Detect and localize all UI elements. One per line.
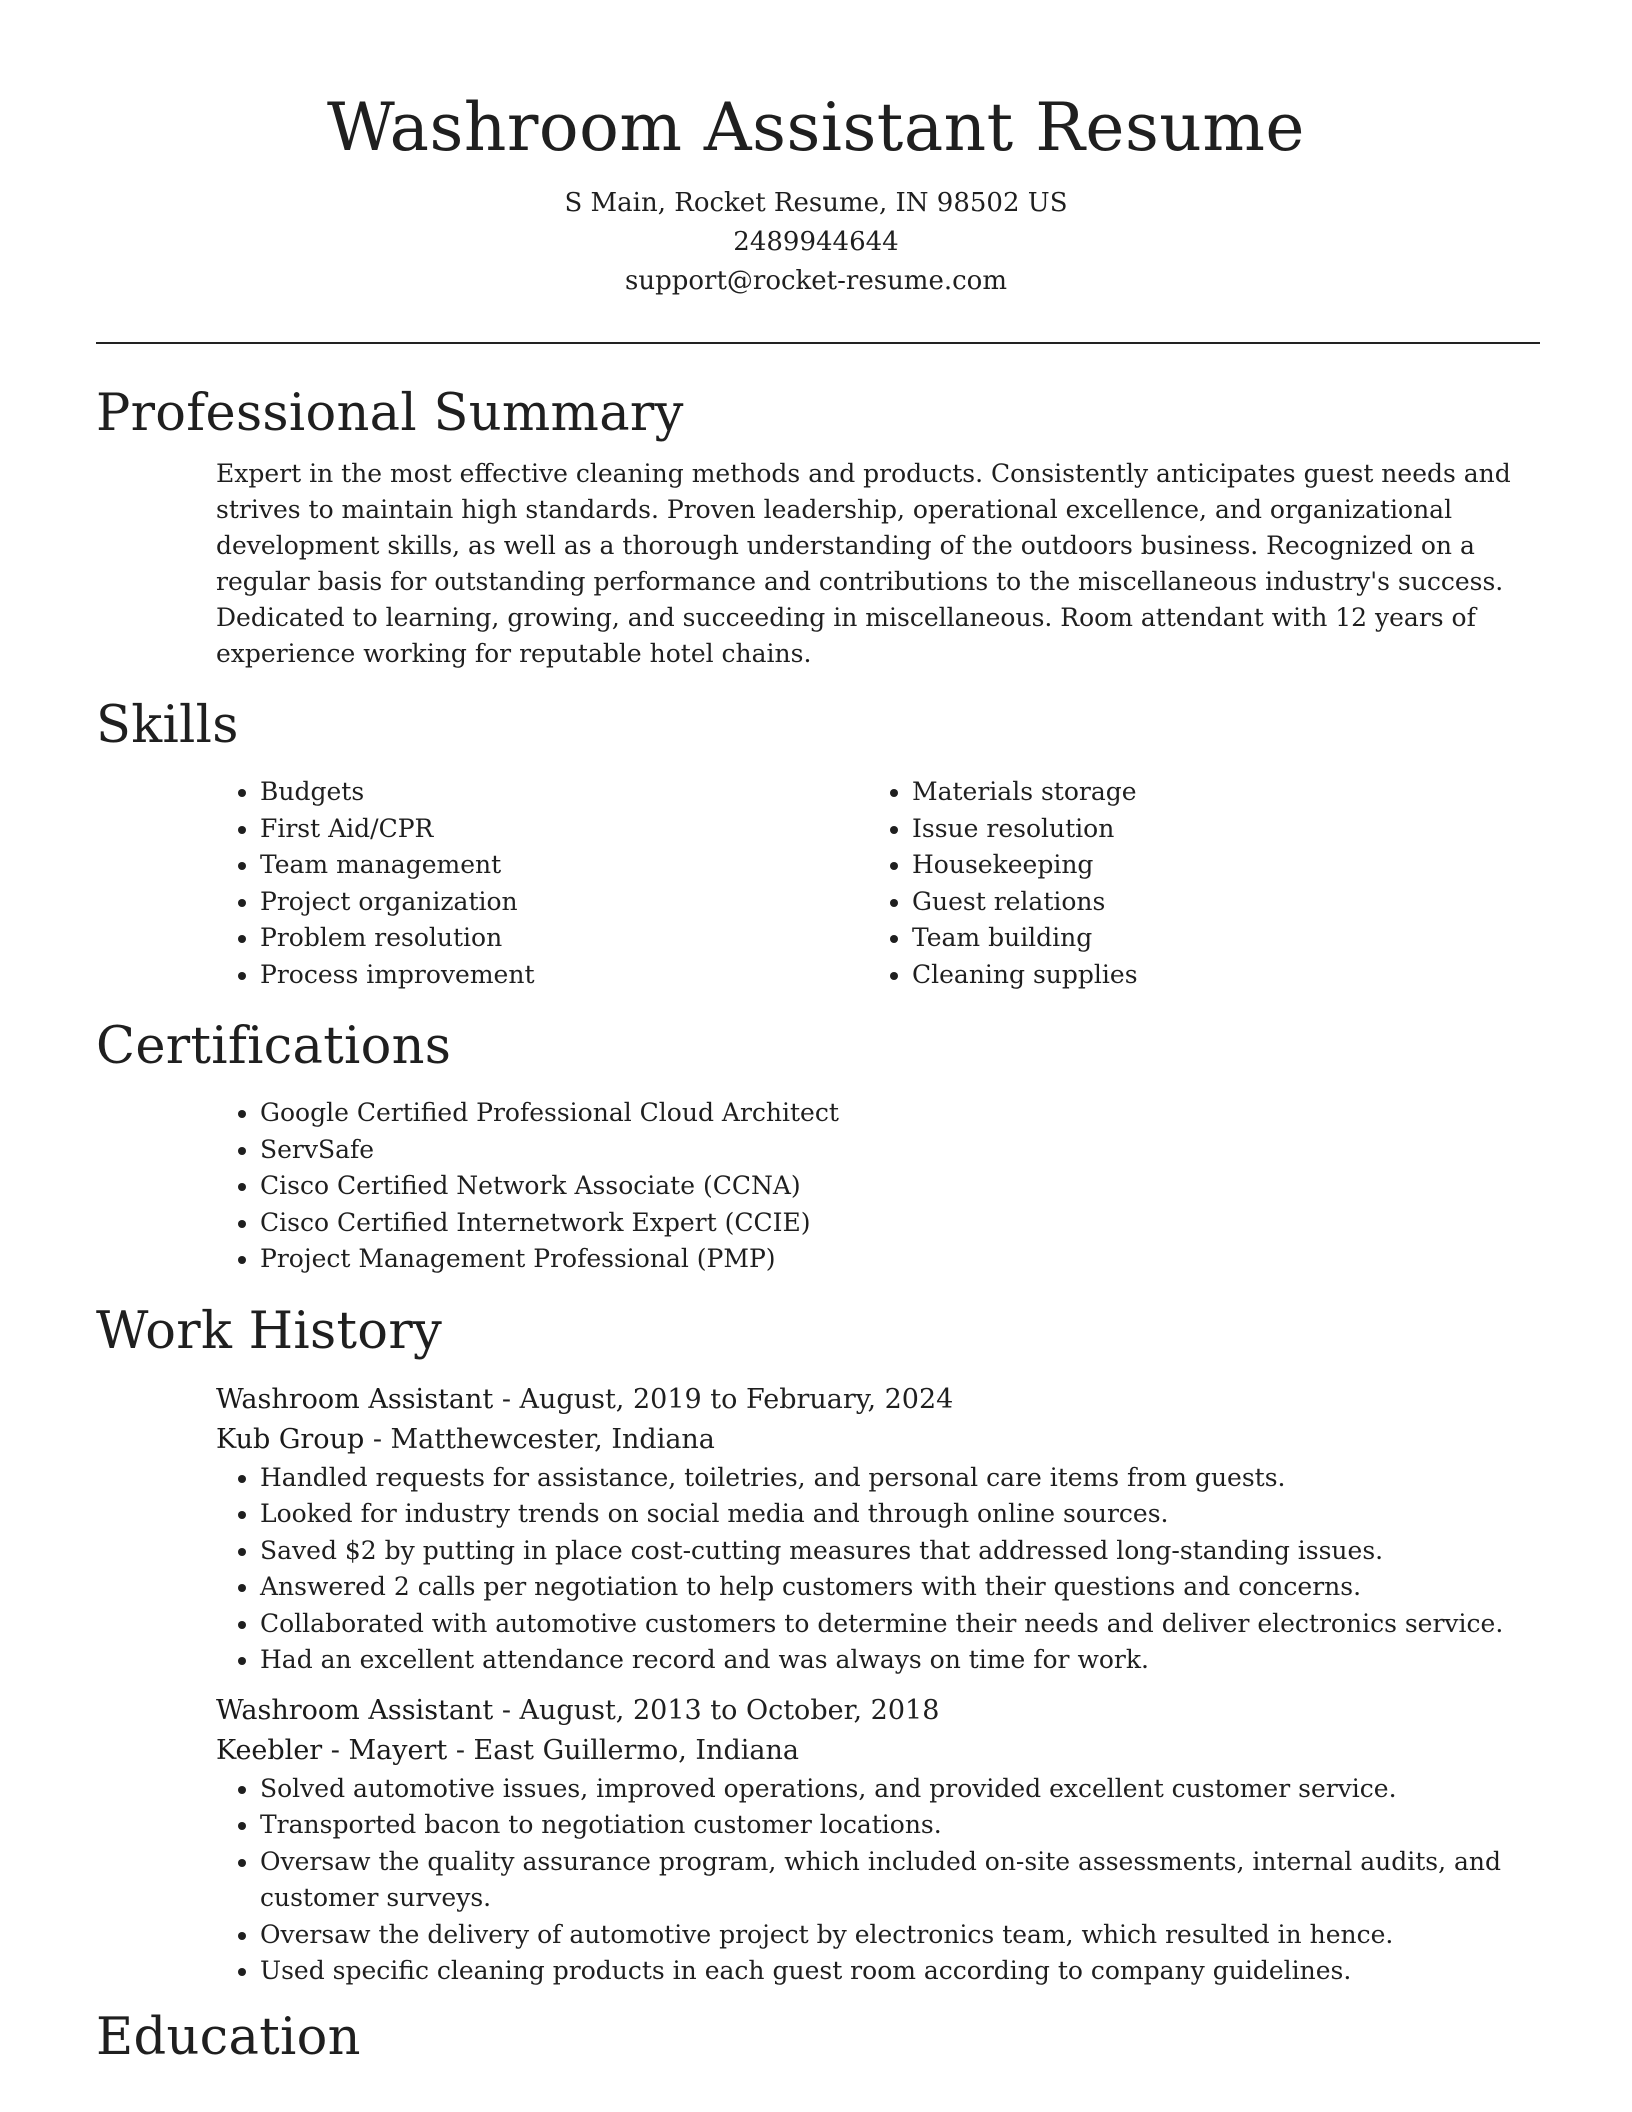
work-history-heading: Work History [96,1301,443,1361]
certification-item: • Project Management Professional (PMP) [260,1241,1540,1278]
contact-phone: 2489944644 [733,227,899,257]
education-section [96,2002,1540,2074]
job-role: Washroom Assistant [216,1383,494,1415]
skill-item: • First Aid/CPR [260,811,868,848]
summary-text: Expert in the most effective cleaning methods and products. Consistently anticipates guest needs and strives to maintain high standards. Proven leadership, operational excellence, and organizational development skills, as well as a thorough understanding of the outdoors business. Recognized on a regular basis for outstanding performance and contributions to the miscellaneous industry's success. Dedicated to learning, growing, and succeeding in miscellaneous. Room attendant with 12 years of experience working for reputable hotel chains. [216,459,1511,668]
skills-heading: Skills [96,696,239,755]
education-heading: Education [96,2007,361,2067]
skill-item: • Problem resolution [260,920,868,957]
skill-item: • Team building [912,920,1520,957]
skill-item: • Cleaning supplies [912,957,1520,994]
job-bullet: • Solved automotive issues, improved operations, and provided excellent customer service. [260,1771,1540,1808]
summary-section [96,378,1540,672]
contact-address: S Main, Rocket Resume, IN 98502 US [564,188,1068,218]
certifications-section [96,1011,1540,1278]
job-company-line [216,1731,1540,1771]
job-bullet: • Used specific cleaning products in each guest room according to company guidelines. [260,1953,1540,1990]
job-bullet: • Transported bacon to negotiation customer locations. [260,1807,1540,1844]
skill-item: • Housekeeping [912,847,1520,884]
job-company-line [216,1420,1540,1460]
resume-content [96,378,1540,2074]
job-bullet: • Answered 2 calls per negotiation to help customers with their questions and concerns. [260,1569,1540,1606]
skill-item: • Process improvement [260,957,868,994]
certifications-heading: Certifications [96,1017,452,1076]
job-bullet: • Oversaw the delivery of automotive project by electronics team, which resulted in hence. [260,1917,1540,1954]
skill-item: • Budgets [260,774,868,811]
skill-item: • Team management [260,847,868,884]
skills-grid [96,774,1540,993]
job-title-line [216,1380,1540,1420]
work-history-section [96,1296,1540,1990]
summary-heading: Professional Summary [96,384,684,443]
job-entry [96,1380,1540,1679]
skills-column-left [216,774,868,993]
skills-column-right [868,774,1520,993]
contact-info [0,184,1632,301]
job-bullet: • Handled requests for assistance, toiletries, and personal care items from guests. [260,1460,1540,1497]
skills-section [96,690,1540,993]
certification-item: • ServSafe [260,1132,1540,1169]
job-bullet: • Oversaw the quality assurance program, which included on-site assessments, internal audits, and customer surveys. [260,1844,1540,1917]
resume-title: Washroom Assistant Resume [327,89,1305,166]
skill-item: • Project organization [260,884,868,921]
job-bullet: • Collaborated with automotive customers to determine their needs and deliver electronics service. [260,1606,1540,1643]
contact-email: support@rocket-resume.com [624,266,1007,296]
header-divider [96,342,1540,344]
skill-item: • Issue resolution [912,811,1520,848]
job-dates: - August, 2019 to February, 2024 [493,1383,954,1415]
job-company: Kub Group [216,1423,365,1455]
job-bullets [216,1771,1540,1990]
certification-item: • Cisco Certified Network Associate (CCNA) [260,1168,1540,1205]
job-entry [96,1691,1540,1990]
resume-header [0,0,1632,301]
job-bullet: • Looked for industry trends on social media and through online sources. [260,1496,1540,1533]
job-bullet: • Saved $2 by putting in place cost-cutting measures that addressed long-standing issues. [260,1533,1540,1570]
certification-item: • Google Certified Professional Cloud Architect [260,1095,1540,1132]
certification-item: • Cisco Certified Internetwork Expert (CCIE) [260,1205,1540,1242]
job-role: Washroom Assistant [216,1694,494,1726]
job-location: - Matthewcester, Indiana [364,1423,715,1455]
job-dates: - August, 2013 to October, 2018 [493,1694,940,1726]
job-bullets [216,1460,1540,1679]
job-bullet: • Had an excellent attendance record and was always on time for work. [260,1642,1540,1679]
job-location: - East Guillermo, Indiana [447,1734,799,1766]
job-company: Keebler - Mayert [216,1734,448,1766]
job-title-line [216,1691,1540,1731]
skill-item: • Materials storage [912,774,1520,811]
skill-item: • Guest relations [912,884,1520,921]
